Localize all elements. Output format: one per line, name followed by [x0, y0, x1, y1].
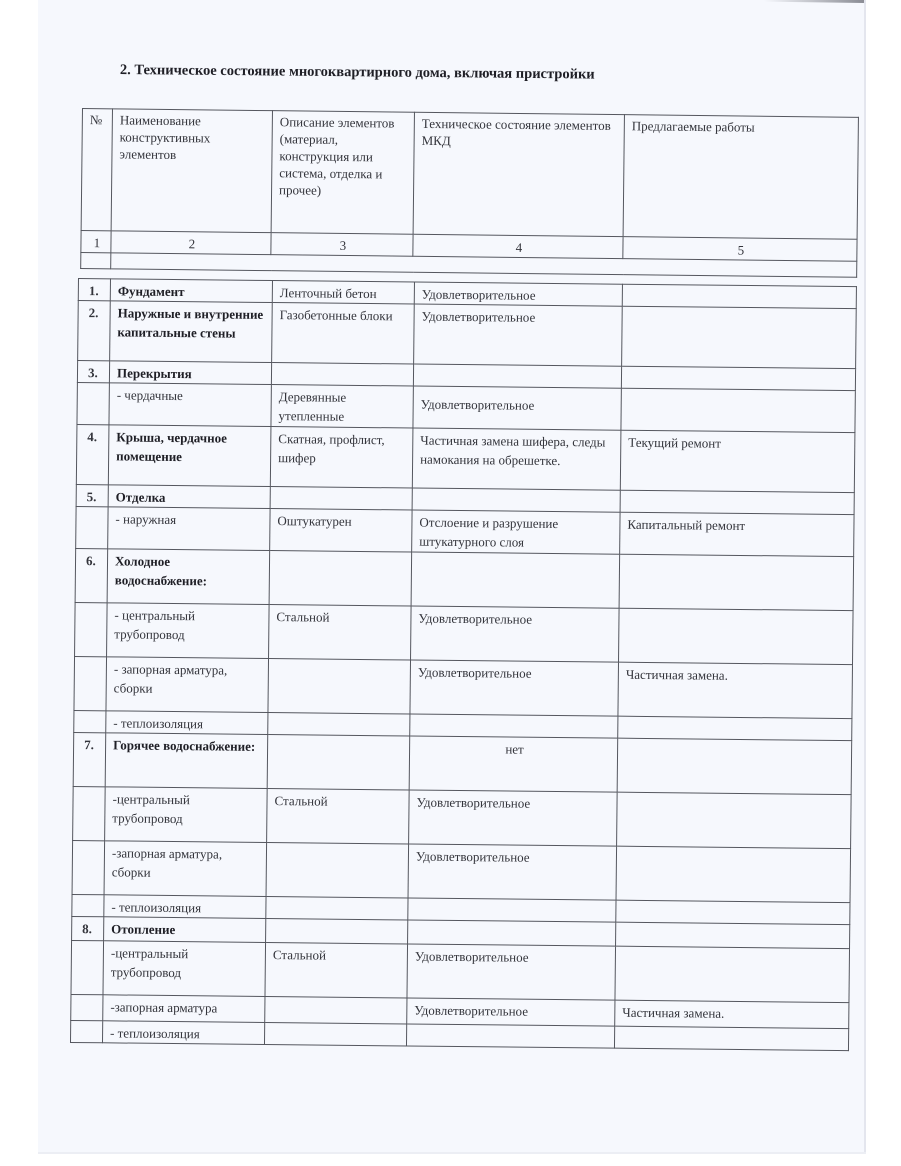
element-condition: нет	[409, 736, 618, 792]
proposed-works	[618, 716, 852, 740]
element-name: -запорная арматура, сборки	[104, 841, 267, 897]
element-description	[271, 363, 413, 386]
element-name: Горячее водоснабжение:	[105, 733, 268, 789]
element-description: Ленточный бетон	[272, 281, 414, 304]
element-condition	[408, 898, 616, 922]
table-row	[71, 940, 850, 1002]
proposed-works	[617, 738, 852, 794]
element-condition	[411, 552, 620, 608]
proposed-works	[616, 922, 850, 948]
element-name: Фундамент	[110, 279, 272, 303]
proposed-works	[621, 388, 855, 432]
element-description	[266, 897, 408, 920]
proposed-works	[616, 900, 850, 924]
element-condition	[412, 488, 620, 512]
element-name: Холодное водоснабжение:	[107, 549, 270, 605]
proposed-works	[622, 284, 856, 308]
element-condition: Частичная замена шифера, следы намокания на обрешетке.	[412, 428, 621, 490]
element-condition: Удовлетворительное	[409, 790, 618, 846]
column-number-2: 2	[111, 231, 271, 255]
element-name: - наружная	[108, 507, 270, 551]
proposed-works	[619, 608, 854, 664]
proposed-works	[617, 792, 852, 848]
element-description	[267, 735, 410, 790]
element-name: -запорная арматура	[103, 995, 265, 1023]
table-row: 6. Холодное водоснабжение:	[75, 548, 854, 610]
element-condition: Удовлетворительное	[407, 944, 616, 1000]
element-condition	[413, 364, 621, 388]
element-description	[265, 996, 407, 1023]
element-condition	[406, 1024, 614, 1048]
element-condition: Удовлетворительное	[414, 282, 622, 306]
element-description	[266, 919, 408, 944]
table-row	[74, 656, 853, 718]
element-description: Газобетонные блоки	[272, 303, 415, 364]
element-condition: Удовлетворительное	[411, 606, 620, 662]
header-condition: Техническое состояние элементов МКД	[413, 112, 624, 236]
element-description: Стальной	[265, 943, 408, 998]
table-row: 7. Горячее водоснабжение: нет	[73, 732, 852, 794]
header-proposed-works: Предлагаемые работы	[623, 115, 858, 240]
element-name: Наружные и внутренние капитальные стены	[110, 301, 273, 363]
proposed-works	[622, 306, 857, 368]
element-name: Перекрытия	[109, 361, 271, 385]
element-name: -центральный трубопровод	[103, 941, 266, 997]
table-row	[73, 786, 852, 848]
element-description	[268, 713, 410, 736]
section-title: 2. Техническое состояние многоквартирного дома, включая пристройки	[119, 62, 595, 83]
proposed-works: Частичная замена.	[618, 662, 853, 718]
table-row	[72, 840, 851, 902]
element-description: Деревянные утепленные	[271, 385, 413, 428]
column-number-5: 5	[623, 237, 857, 262]
table-row	[75, 602, 854, 664]
element-condition: Удовлетворительное	[413, 386, 621, 430]
element-name: - центральный трубопровод	[107, 603, 270, 659]
element-name: Отделка	[108, 485, 270, 509]
element-condition: Удовлетворительное	[410, 660, 619, 716]
element-name: - чердачные	[109, 383, 271, 427]
element-name: -центральный трубопровод	[105, 787, 268, 843]
header-row	[81, 109, 858, 240]
header-element-name: Наименование конструктивных элементов	[111, 109, 272, 233]
proposed-works	[614, 1026, 848, 1050]
element-condition: Удовлетворительное	[408, 844, 617, 900]
proposed-works	[620, 490, 854, 514]
element-description	[264, 1022, 406, 1045]
table-row: 5. Отделка	[76, 484, 854, 514]
element-description	[266, 843, 409, 898]
proposed-works: Капитальный ремонт	[620, 512, 854, 556]
element-description: Стальной	[269, 605, 412, 660]
proposed-works	[615, 946, 850, 1002]
element-description: Скатная, профлист, шифер	[270, 427, 413, 488]
column-number-4: 4	[413, 234, 623, 258]
proposed-works	[619, 554, 854, 610]
element-description: Оштукатурен	[270, 509, 412, 552]
element-description	[269, 551, 412, 606]
table-row: 1. Фундамент Ленточный бетон Удовлетворительное	[78, 279, 856, 309]
element-condition: Удовлетворительное	[407, 998, 615, 1026]
element-condition	[408, 920, 616, 946]
proposed-works: Текущий ремонт	[620, 430, 855, 492]
condition-table	[70, 278, 857, 1051]
element-description	[268, 659, 411, 714]
element-description: Стальной	[267, 789, 410, 844]
element-name: Отопление	[104, 917, 266, 943]
proposed-works: Частичная замена.	[615, 1000, 849, 1028]
element-name: Крыша, чердачное помещение	[108, 425, 271, 487]
element-name: - теплоизоляция	[102, 1021, 264, 1045]
element-name: - теплоизоляция	[104, 895, 266, 919]
table-row: 3. Перекрытия	[77, 361, 855, 391]
header-number: №	[81, 109, 112, 231]
header-description: Описание элементов (материал, конструкция или система, отделка и прочее)	[271, 111, 414, 235]
element-name: - теплоизоляция	[106, 711, 268, 735]
proposed-works	[621, 366, 855, 390]
element-condition	[410, 714, 618, 738]
table-row: 2. Наружные и внутренние капитальные стены Газобетонные блоки Удовлетворительное	[78, 301, 857, 369]
header-table	[80, 108, 859, 278]
table-row: 8. Отопление	[72, 916, 850, 948]
element-description	[270, 487, 412, 510]
column-number-3: 3	[271, 233, 413, 257]
element-condition: Отслоение и разрушение штукатурного слоя	[412, 510, 620, 554]
element-condition: Удовлетворительное	[414, 304, 623, 366]
table-row: 4. Крыша, чердачное помещение Скатная, профлист, шифер Частичная замена шифера, следы намокания на обрешетке. Текущий ремонт	[76, 424, 855, 492]
proposed-works	[616, 846, 851, 902]
page-edge-shadow	[764, 0, 864, 3]
column-number-1: 1	[81, 230, 111, 252]
element-name: - запорная арматура, сборки	[106, 657, 269, 713]
